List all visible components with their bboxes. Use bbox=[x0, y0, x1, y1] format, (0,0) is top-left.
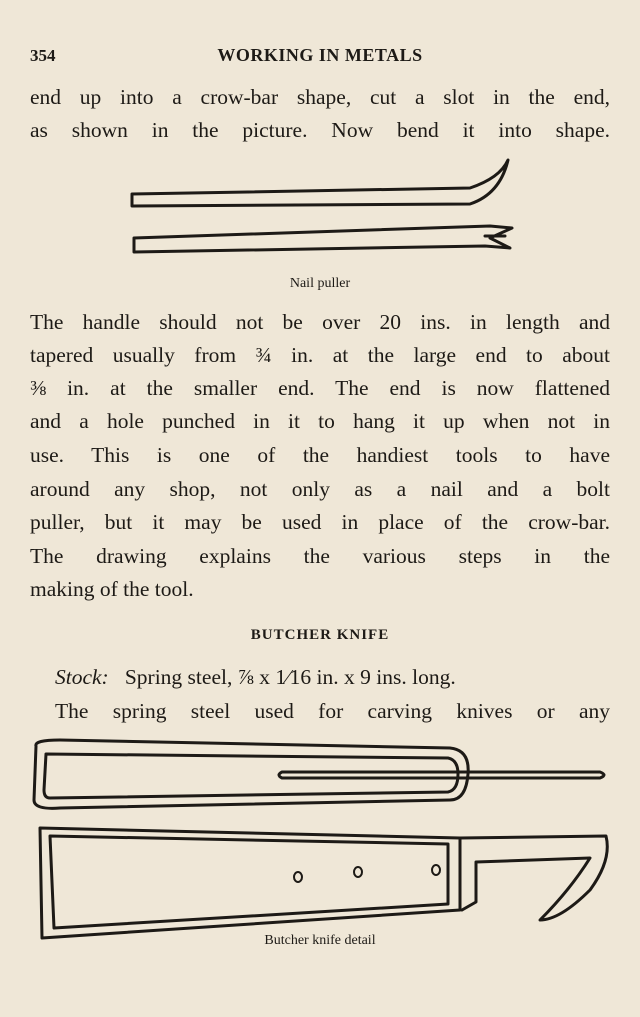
paragraph-line: use. This is one of the handiest tools to have bbox=[30, 443, 610, 467]
running-title: WORKING IN METALS bbox=[217, 45, 423, 65]
paragraph-line: end up into a crow-bar shape, cut a slot in the end, bbox=[30, 85, 610, 109]
paragraph-line: around any shop, not only as a nail and a bolt bbox=[30, 477, 610, 501]
rivet-hole bbox=[432, 865, 440, 875]
stock-label: Stock: bbox=[55, 665, 109, 689]
paragraph-line: as shown in the picture. Now bend it into shape. bbox=[30, 118, 610, 142]
paragraph-line: puller, but it may be used in place of the crow-bar. bbox=[30, 510, 610, 534]
knife-blade bbox=[460, 836, 607, 920]
paragraph-line: making of the tool. bbox=[30, 577, 194, 601]
nail-puller-bent-bar bbox=[132, 160, 508, 206]
paragraph-line: ⅜ in. at the smaller end. The end is now flattened bbox=[30, 376, 610, 400]
nail-puller-slotted-bar bbox=[134, 226, 512, 252]
stock-text: Spring steel, ⅞ x 1⁄16 in. x 9 ins. long. bbox=[124, 665, 456, 689]
section-heading: BUTCHER KNIFE bbox=[250, 627, 390, 643]
paragraph-line: The handle should not be over 20 ins. in length and bbox=[30, 310, 610, 334]
rivet-hole bbox=[354, 867, 362, 877]
knife-tang bbox=[279, 772, 604, 778]
knife-handle-side-view bbox=[40, 828, 460, 938]
paragraph-line: The drawing explains the various steps in the bbox=[30, 544, 610, 568]
paragraph-line: tapered usually from ¾ in. at the large end to about bbox=[30, 343, 610, 367]
stock-line bbox=[55, 664, 610, 690]
nail-puller-drawing bbox=[0, 150, 640, 260]
figure-caption: Nail puller bbox=[289, 276, 351, 291]
paragraph-line: and a hole punched in it to hang it up when not in bbox=[30, 409, 610, 433]
rivet-hole bbox=[294, 872, 302, 882]
figure-caption: Butcher knife detail bbox=[264, 933, 376, 948]
paragraph-line: The spring steel used for carving knives or any bbox=[55, 699, 610, 723]
page-number: 354 bbox=[30, 46, 56, 65]
butcher-knife-drawing bbox=[0, 730, 640, 940]
